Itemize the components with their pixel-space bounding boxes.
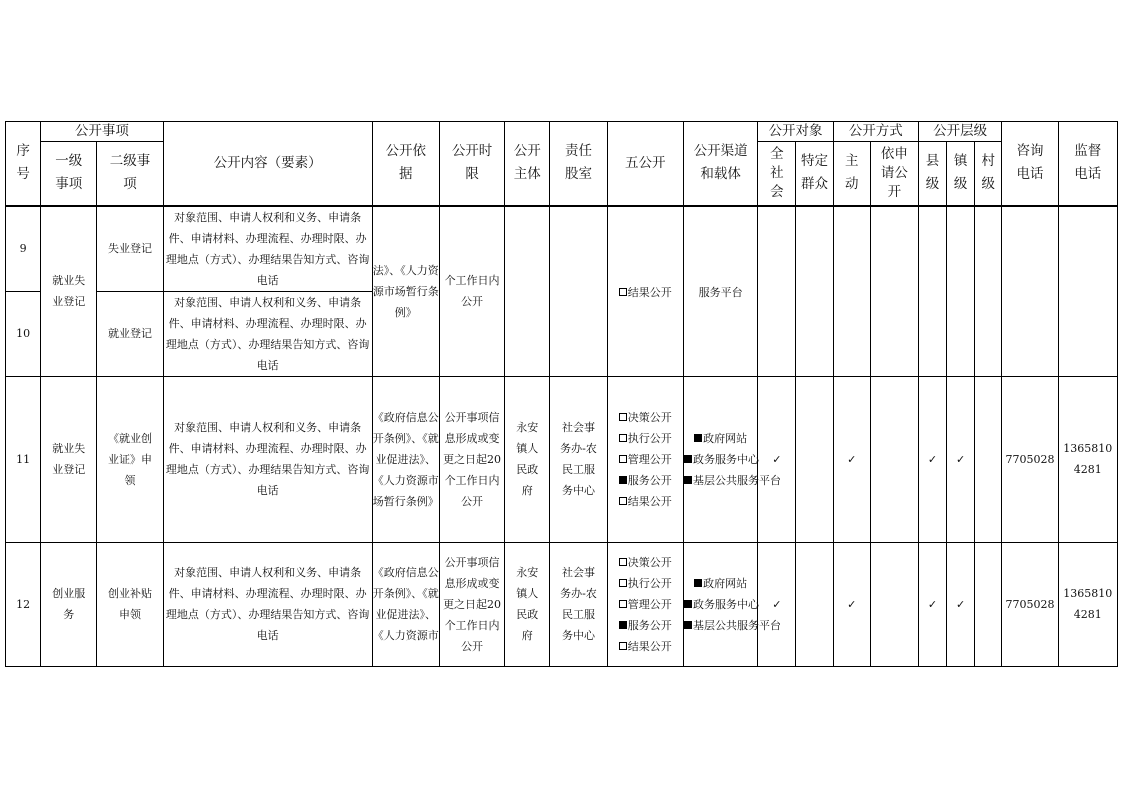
row-time-limit: 个工作日内公开 (439, 206, 504, 377)
row-level1: 创业服 务 (41, 542, 97, 666)
row-method-request (870, 206, 918, 377)
row-subject (505, 206, 550, 377)
row-five-open: 决策公开 执行公开 管理公开 服务公开 结果公开 (607, 542, 683, 666)
row-method-request (870, 376, 918, 542)
header-level-group: 公开层级 (918, 122, 1001, 142)
row-seq: 9 (6, 206, 41, 292)
row-method-active: ✓ (833, 376, 870, 542)
checkbox-empty-icon (619, 434, 627, 442)
checkbox-filled-icon (684, 476, 692, 484)
row-department: 社会事 务办-农 民工服 务中心 (550, 376, 607, 542)
row-level2: 创业补贴 申领 (97, 542, 163, 666)
row-level-county: ✓ (918, 542, 946, 666)
row-department: 社会事 务办-农 民工服 务中心 (550, 542, 607, 666)
row-method-active: ✓ (833, 542, 870, 666)
row-level-town: ✓ (947, 376, 975, 542)
checkbox-filled-icon (619, 621, 627, 629)
row-seq: 10 (6, 291, 41, 376)
row-consult-phone (1002, 206, 1058, 377)
header-target-all: 全 社 会 (758, 142, 796, 206)
header-level2: 二级事 项 (97, 142, 163, 206)
row-channel: 政府网站 政务服务中心 基层公共服务平台 (683, 376, 757, 542)
row-level2: 《就业创 业证》申 领 (97, 376, 163, 542)
header-basis: 公开依 据 (372, 122, 439, 206)
row-channel: 政府网站 政务服务中心 基层公共服务平台 (683, 542, 757, 666)
row-content: 对象范围、申请人权利和义务、申请条件、申请材料、办理流程、办理时限、办理地点（方式）、办理结果告知方式、咨询电话 (163, 291, 372, 376)
header-level1: 一级 事项 (41, 142, 97, 206)
row-content: 对象范围、申请人权利和义务、申请条件、申请材料、办理流程、办理时限、办理地点（方式）、办理结果告知方式、咨询电话 (163, 376, 372, 542)
header-supervise-phone: 监督 电话 (1058, 122, 1117, 206)
row-level-village (975, 206, 1002, 377)
row-five-open: 结果公开 (607, 206, 683, 377)
row-subject: 永安 镇人 民政 府 (505, 376, 550, 542)
row-method-request (870, 542, 918, 666)
row-level-county: ✓ (918, 376, 946, 542)
row-time-limit: 公开事项信息形成或变更之日起20个工作日内公开 (439, 542, 504, 666)
checkbox-filled-icon (694, 434, 702, 442)
row-level-town: ✓ (947, 542, 975, 666)
row-basis: 《政府信息公开条例》、《就业促进法》、《人力资源市场暂行条例》 (372, 376, 439, 542)
checkbox-filled-icon (684, 600, 692, 608)
row-content: 对象范围、申请人权利和义务、申请条件、申请材料、办理流程、办理时限、办理地点（方式）、办理结果告知方式、咨询电话 (163, 542, 372, 666)
header-item-group: 公开事项 (41, 122, 164, 142)
checkbox-empty-icon (619, 579, 627, 587)
header-target-specific: 特定 群众 (796, 142, 833, 206)
checkbox-filled-icon (694, 579, 702, 587)
row-level2: 失业登记 (97, 206, 163, 292)
checkbox-empty-icon (619, 455, 627, 463)
row-target-specific (796, 542, 833, 666)
checkbox-empty-icon (619, 558, 627, 566)
row-consult-phone: 7705028 (1002, 542, 1058, 666)
row-basis: 法》、《人力资源市场暂行条例》 (372, 206, 439, 377)
row-supervise-phone (1058, 206, 1117, 377)
checkbox-empty-icon (619, 642, 627, 650)
row-target-all (758, 206, 796, 377)
row-target-all: ✓ (758, 542, 796, 666)
checkbox-empty-icon (619, 600, 627, 608)
row-channel: 服务平台 (683, 206, 757, 377)
header-channel: 公开渠道 和载体 (683, 122, 757, 206)
header-method-group: 公开方式 (833, 122, 918, 142)
checkbox-empty-icon (619, 497, 627, 505)
header-content: 公开内容（要素） (163, 122, 372, 206)
checkbox-filled-icon (619, 476, 627, 484)
checkbox-filled-icon (684, 621, 692, 629)
row-subject: 永安 镇人 民政 府 (505, 542, 550, 666)
checkbox-filled-icon (684, 455, 692, 463)
header-level-village: 村 级 (975, 142, 1002, 206)
header-level-town: 镇 级 (947, 142, 975, 206)
row-department (550, 206, 607, 377)
row-seq: 11 (6, 376, 41, 542)
checkbox-empty-icon (619, 413, 627, 421)
row-consult-phone: 7705028 (1002, 376, 1058, 542)
table-row (6, 376, 1118, 542)
disclosure-table (5, 121, 1118, 667)
header-five-open: 五公开 (607, 122, 683, 206)
row-level-county (918, 206, 946, 377)
row-supervise-phone: 13658104281 (1058, 376, 1117, 542)
row-level-village (975, 542, 1002, 666)
header-seq: 序 号 (6, 122, 41, 206)
header-department: 责任 股室 (550, 122, 607, 206)
row-seq: 12 (6, 542, 41, 666)
row-target-specific (796, 376, 833, 542)
row-supervise-phone: 13658104281 (1058, 542, 1117, 666)
row-level1: 就业失 业登记 (41, 376, 97, 542)
row-level1: 就业失 业登记 (41, 206, 97, 377)
header-method-active: 主 动 (833, 142, 870, 206)
checkbox-empty-icon (619, 288, 627, 296)
row-level-town (947, 206, 975, 377)
row-level-village (975, 376, 1002, 542)
table-row (6, 206, 1118, 292)
table-row (6, 542, 1118, 666)
header-target-group: 公开对象 (758, 122, 833, 142)
row-content: 对象范围、申请人权利和义务、申请条件、申请材料、办理流程、办理时限、办理地点（方式）、办理结果告知方式、咨询电话 (163, 206, 372, 292)
header-subject: 公开 主体 (505, 122, 550, 206)
row-target-all: ✓ (758, 376, 796, 542)
row-level2: 就业登记 (97, 291, 163, 376)
row-basis: 《政府信息公开条例》、《就业促进法》、《人力资源市 (372, 542, 439, 666)
header-consult-phone: 咨询 电话 (1002, 122, 1058, 206)
header-row-1 (6, 122, 1118, 142)
row-time-limit: 公开事项信息形成或变更之日起20个工作日内公开 (439, 376, 504, 542)
header-level-county: 县 级 (918, 142, 946, 206)
row-target-specific (796, 206, 833, 377)
row-five-open: 决策公开 执行公开 管理公开 服务公开 结果公开 (607, 376, 683, 542)
header-method-request: 依申 请公 开 (870, 142, 918, 206)
header-time-limit: 公开时 限 (439, 122, 504, 206)
row-method-active (833, 206, 870, 377)
